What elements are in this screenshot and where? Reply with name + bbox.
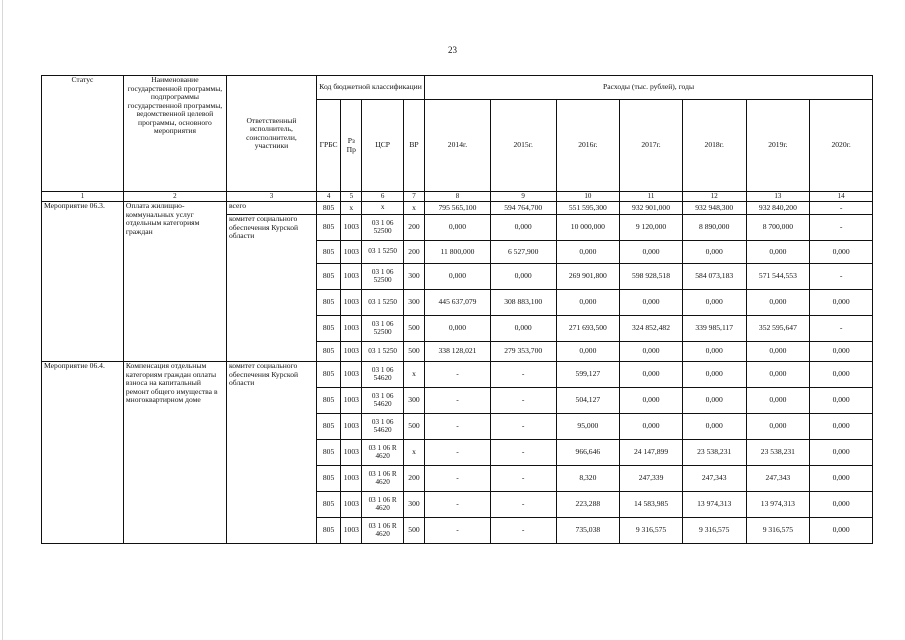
vr-cell: 500 [403, 414, 424, 440]
rzpr-cell: х [341, 202, 362, 215]
vr-cell: 500 [403, 342, 424, 362]
amount-cell: 0,000 [810, 466, 873, 492]
csr-cell: 03 1 06 52500 [362, 316, 403, 342]
grbs-cell: 805 [316, 388, 340, 414]
amount-cell: 0,000 [425, 215, 491, 241]
vr-cell: х [403, 362, 424, 388]
amount-cell: 966,646 [556, 440, 620, 466]
amount-cell: 9 316,575 [746, 518, 810, 544]
page-number: 23 [448, 45, 457, 55]
column-number: 6 [362, 192, 403, 202]
amount-cell: - [810, 215, 873, 241]
amount-cell: 0,000 [682, 290, 746, 316]
column-number: 9 [490, 192, 556, 202]
status-cell: Мероприятие 06.3. [42, 202, 124, 362]
amount-cell: - [490, 388, 556, 414]
amount-cell: 14 583,985 [620, 492, 683, 518]
amount-cell: 95,000 [556, 414, 620, 440]
amount-cell: 0,000 [556, 241, 620, 264]
responsible-cell: комитет социального обеспечения Курской области [226, 215, 316, 362]
header-year: 2020г. [810, 100, 873, 192]
csr-cell: 03 1 06 52500 [362, 264, 403, 290]
amount-cell: 0,000 [620, 414, 683, 440]
rzpr-cell: 1003 [341, 518, 362, 544]
amount-cell: 0,000 [682, 241, 746, 264]
vr-cell: х [403, 202, 424, 215]
csr-cell: 03 1 06 54620 [362, 388, 403, 414]
amount-cell: 6 527,900 [490, 241, 556, 264]
column-number: 3 [226, 192, 316, 202]
csr-cell: 03 1 5250 [362, 342, 403, 362]
header-name: Наименование государственной программы, подпрограммы государственной программы, ведомственной целевой программы, основного мероприятия [123, 76, 226, 192]
status-cell: Мероприятие 06.4. [42, 362, 124, 544]
amount-cell: 445 637,079 [425, 290, 491, 316]
amount-cell: 271 693,500 [556, 316, 620, 342]
amount-cell: 0,000 [746, 342, 810, 362]
amount-cell: 13 974,313 [682, 492, 746, 518]
grbs-cell: 805 [316, 362, 340, 388]
amount-cell: 0,000 [620, 388, 683, 414]
table-row [42, 202, 873, 215]
amount-cell: 584 073,183 [682, 264, 746, 290]
grbs-cell: 805 [316, 342, 340, 362]
amount-cell: 0,000 [810, 414, 873, 440]
amount-cell: 0,000 [810, 241, 873, 264]
amount-cell: 735,038 [556, 518, 620, 544]
amount-cell: 551 595,300 [556, 202, 620, 215]
grbs-cell: 805 [316, 264, 340, 290]
rzpr-cell: 1003 [341, 264, 362, 290]
csr-cell: 03 1 06 52500 [362, 215, 403, 241]
amount-cell: - [425, 518, 491, 544]
amount-cell: 504,127 [556, 388, 620, 414]
rzpr-cell: 1003 [341, 215, 362, 241]
header-year: 2017г. [620, 100, 683, 192]
vr-cell: 300 [403, 388, 424, 414]
header-year: 2016г. [556, 100, 620, 192]
page-edge [2, 0, 3, 640]
name-cell: Компенсация отдельным категориям граждан оплаты взноса на капитальный ремонт общего имущества в многоквартирном доме [123, 362, 226, 544]
amount-cell: 279 353,700 [490, 342, 556, 362]
rzpr-cell: 1003 [341, 342, 362, 362]
grbs-cell: 805 [316, 492, 340, 518]
vr-cell: х [403, 440, 424, 466]
amount-cell: 0,000 [810, 388, 873, 414]
header-responsible: Ответственный исполнитель, соисполнители, участники [226, 76, 316, 192]
amount-cell: 8 890,000 [682, 215, 746, 241]
column-number: 10 [556, 192, 620, 202]
grbs-cell: 805 [316, 440, 340, 466]
amount-cell: 594 764,700 [490, 202, 556, 215]
column-number-row [42, 192, 873, 202]
header-grbs: ГРБС [316, 100, 340, 192]
amount-cell: 352 595,647 [746, 316, 810, 342]
amount-cell: 0,000 [620, 290, 683, 316]
responsible-cell: комитет социального обеспечения Курской области [226, 362, 316, 544]
amount-cell: - [810, 264, 873, 290]
header-year: 2018г. [682, 100, 746, 192]
csr-cell: 03 1 06 54620 [362, 362, 403, 388]
rzpr-cell: 1003 [341, 388, 362, 414]
csr-cell: 03 1 06 54620 [362, 414, 403, 440]
amount-cell: 223,288 [556, 492, 620, 518]
amount-cell: 932 840,200 [746, 202, 810, 215]
amount-cell: 0,000 [620, 342, 683, 362]
csr-cell: 03 1 06 R 4620 [362, 518, 403, 544]
responsible-cell: всего [226, 202, 316, 215]
vr-cell: 500 [403, 316, 424, 342]
amount-cell: - [810, 202, 873, 215]
column-number: 13 [746, 192, 810, 202]
amount-cell: 0,000 [490, 264, 556, 290]
vr-cell: 300 [403, 264, 424, 290]
header-vr: ВР [403, 100, 424, 192]
grbs-cell: 805 [316, 316, 340, 342]
column-number: 5 [341, 192, 362, 202]
amount-cell: - [810, 316, 873, 342]
amount-cell: - [425, 492, 491, 518]
rzpr-cell: 1003 [341, 492, 362, 518]
amount-cell: 0,000 [425, 316, 491, 342]
amount-cell: - [490, 466, 556, 492]
amount-cell: 9 120,000 [620, 215, 683, 241]
amount-cell: 11 800,000 [425, 241, 491, 264]
amount-cell: 23 538,231 [746, 440, 810, 466]
amount-cell: 247,343 [682, 466, 746, 492]
amount-cell: - [425, 362, 491, 388]
amount-cell: 0,000 [810, 342, 873, 362]
table-row [42, 362, 873, 388]
amount-cell: 599,127 [556, 362, 620, 388]
amount-cell: 932 901,000 [620, 202, 683, 215]
rzpr-cell: 1003 [341, 290, 362, 316]
amount-cell: 0,000 [746, 290, 810, 316]
header-rzpr: Рз Пр [341, 100, 362, 192]
csr-cell: 03 1 5250 [362, 290, 403, 316]
vr-cell: 300 [403, 492, 424, 518]
header-year: 2015г. [490, 100, 556, 192]
amount-cell: 0,000 [682, 388, 746, 414]
rzpr-cell: 1003 [341, 362, 362, 388]
amount-cell: 0,000 [746, 388, 810, 414]
amount-cell: 0,000 [620, 362, 683, 388]
amount-cell: 571 544,553 [746, 264, 810, 290]
amount-cell: 324 852,482 [620, 316, 683, 342]
amount-cell: 0,000 [810, 492, 873, 518]
name-cell: Оплата жилищно-коммунальных услуг отдельным категориям граждан [123, 202, 226, 362]
amount-cell: 0,000 [682, 362, 746, 388]
grbs-cell: 805 [316, 290, 340, 316]
amount-cell: 795 565,100 [425, 202, 491, 215]
column-number: 4 [316, 192, 340, 202]
amount-cell: 308 883,100 [490, 290, 556, 316]
amount-cell: 598 928,518 [620, 264, 683, 290]
amount-cell: - [490, 492, 556, 518]
rzpr-cell: 1003 [341, 241, 362, 264]
header-year: 2019г. [746, 100, 810, 192]
grbs-cell: 805 [316, 215, 340, 241]
csr-cell: 03 1 06 R 4620 [362, 492, 403, 518]
rzpr-cell: 1003 [341, 316, 362, 342]
column-number: 7 [403, 192, 424, 202]
vr-cell: 500 [403, 518, 424, 544]
vr-cell: 300 [403, 290, 424, 316]
rzpr-cell: 1003 [341, 440, 362, 466]
amount-cell: 0,000 [490, 316, 556, 342]
amount-cell: 0,000 [810, 362, 873, 388]
grbs-cell: 805 [316, 202, 340, 215]
vr-cell: 200 [403, 215, 424, 241]
amount-cell: 8,320 [556, 466, 620, 492]
vr-cell: 200 [403, 241, 424, 264]
amount-cell: 10 000,000 [556, 215, 620, 241]
amount-cell: 0,000 [490, 215, 556, 241]
amount-cell: 0,000 [746, 414, 810, 440]
header-expenses: Расходы (тыс. рублей), годы [425, 76, 873, 100]
header-budget-code: Код бюджетной классификации [316, 76, 424, 100]
csr-cell: 03 1 06 R 4620 [362, 466, 403, 492]
amount-cell: 0,000 [682, 342, 746, 362]
amount-cell: 0,000 [746, 241, 810, 264]
amount-cell: - [490, 362, 556, 388]
amount-cell: 0,000 [425, 264, 491, 290]
amount-cell: 13 974,313 [746, 492, 810, 518]
amount-cell: 0,000 [556, 342, 620, 362]
header-status: Статус [42, 76, 124, 192]
rzpr-cell: 1003 [341, 414, 362, 440]
amount-cell: 0,000 [620, 241, 683, 264]
amount-cell: 0,000 [810, 518, 873, 544]
amount-cell: - [425, 388, 491, 414]
csr-cell: 03 1 06 R 4620 [362, 440, 403, 466]
amount-cell: - [425, 440, 491, 466]
column-number: 8 [425, 192, 491, 202]
amount-cell: 23 538,231 [682, 440, 746, 466]
amount-cell: 247,343 [746, 466, 810, 492]
column-number: 14 [810, 192, 873, 202]
header-csr: ЦСР [362, 100, 403, 192]
csr-cell: х [362, 202, 403, 215]
csr-cell: 03 1 5250 [362, 241, 403, 264]
amount-cell: 0,000 [810, 440, 873, 466]
header-year: 2014г. [425, 100, 491, 192]
amount-cell: - [425, 466, 491, 492]
amount-cell: 9 316,575 [682, 518, 746, 544]
amount-cell: 932 948,300 [682, 202, 746, 215]
amount-cell: 247,339 [620, 466, 683, 492]
amount-cell: - [490, 518, 556, 544]
column-number: 2 [123, 192, 226, 202]
amount-cell: - [490, 414, 556, 440]
amount-cell: 0,000 [556, 290, 620, 316]
amount-cell: 338 128,021 [425, 342, 491, 362]
amount-cell: - [425, 414, 491, 440]
grbs-cell: 805 [316, 518, 340, 544]
amount-cell: 8 700,000 [746, 215, 810, 241]
amount-cell: 9 316,575 [620, 518, 683, 544]
amount-cell: 0,000 [746, 362, 810, 388]
grbs-cell: 805 [316, 241, 340, 264]
column-number: 1 [42, 192, 124, 202]
grbs-cell: 805 [316, 466, 340, 492]
grbs-cell: 805 [316, 414, 340, 440]
amount-cell: 0,000 [810, 290, 873, 316]
vr-cell: 200 [403, 466, 424, 492]
amount-cell: 0,000 [682, 414, 746, 440]
amount-cell: 339 985,117 [682, 316, 746, 342]
rzpr-cell: 1003 [341, 466, 362, 492]
column-number: 12 [682, 192, 746, 202]
column-number: 11 [620, 192, 683, 202]
amount-cell: 24 147,899 [620, 440, 683, 466]
amount-cell: 269 901,800 [556, 264, 620, 290]
amount-cell: - [490, 440, 556, 466]
budget-table [41, 75, 873, 544]
